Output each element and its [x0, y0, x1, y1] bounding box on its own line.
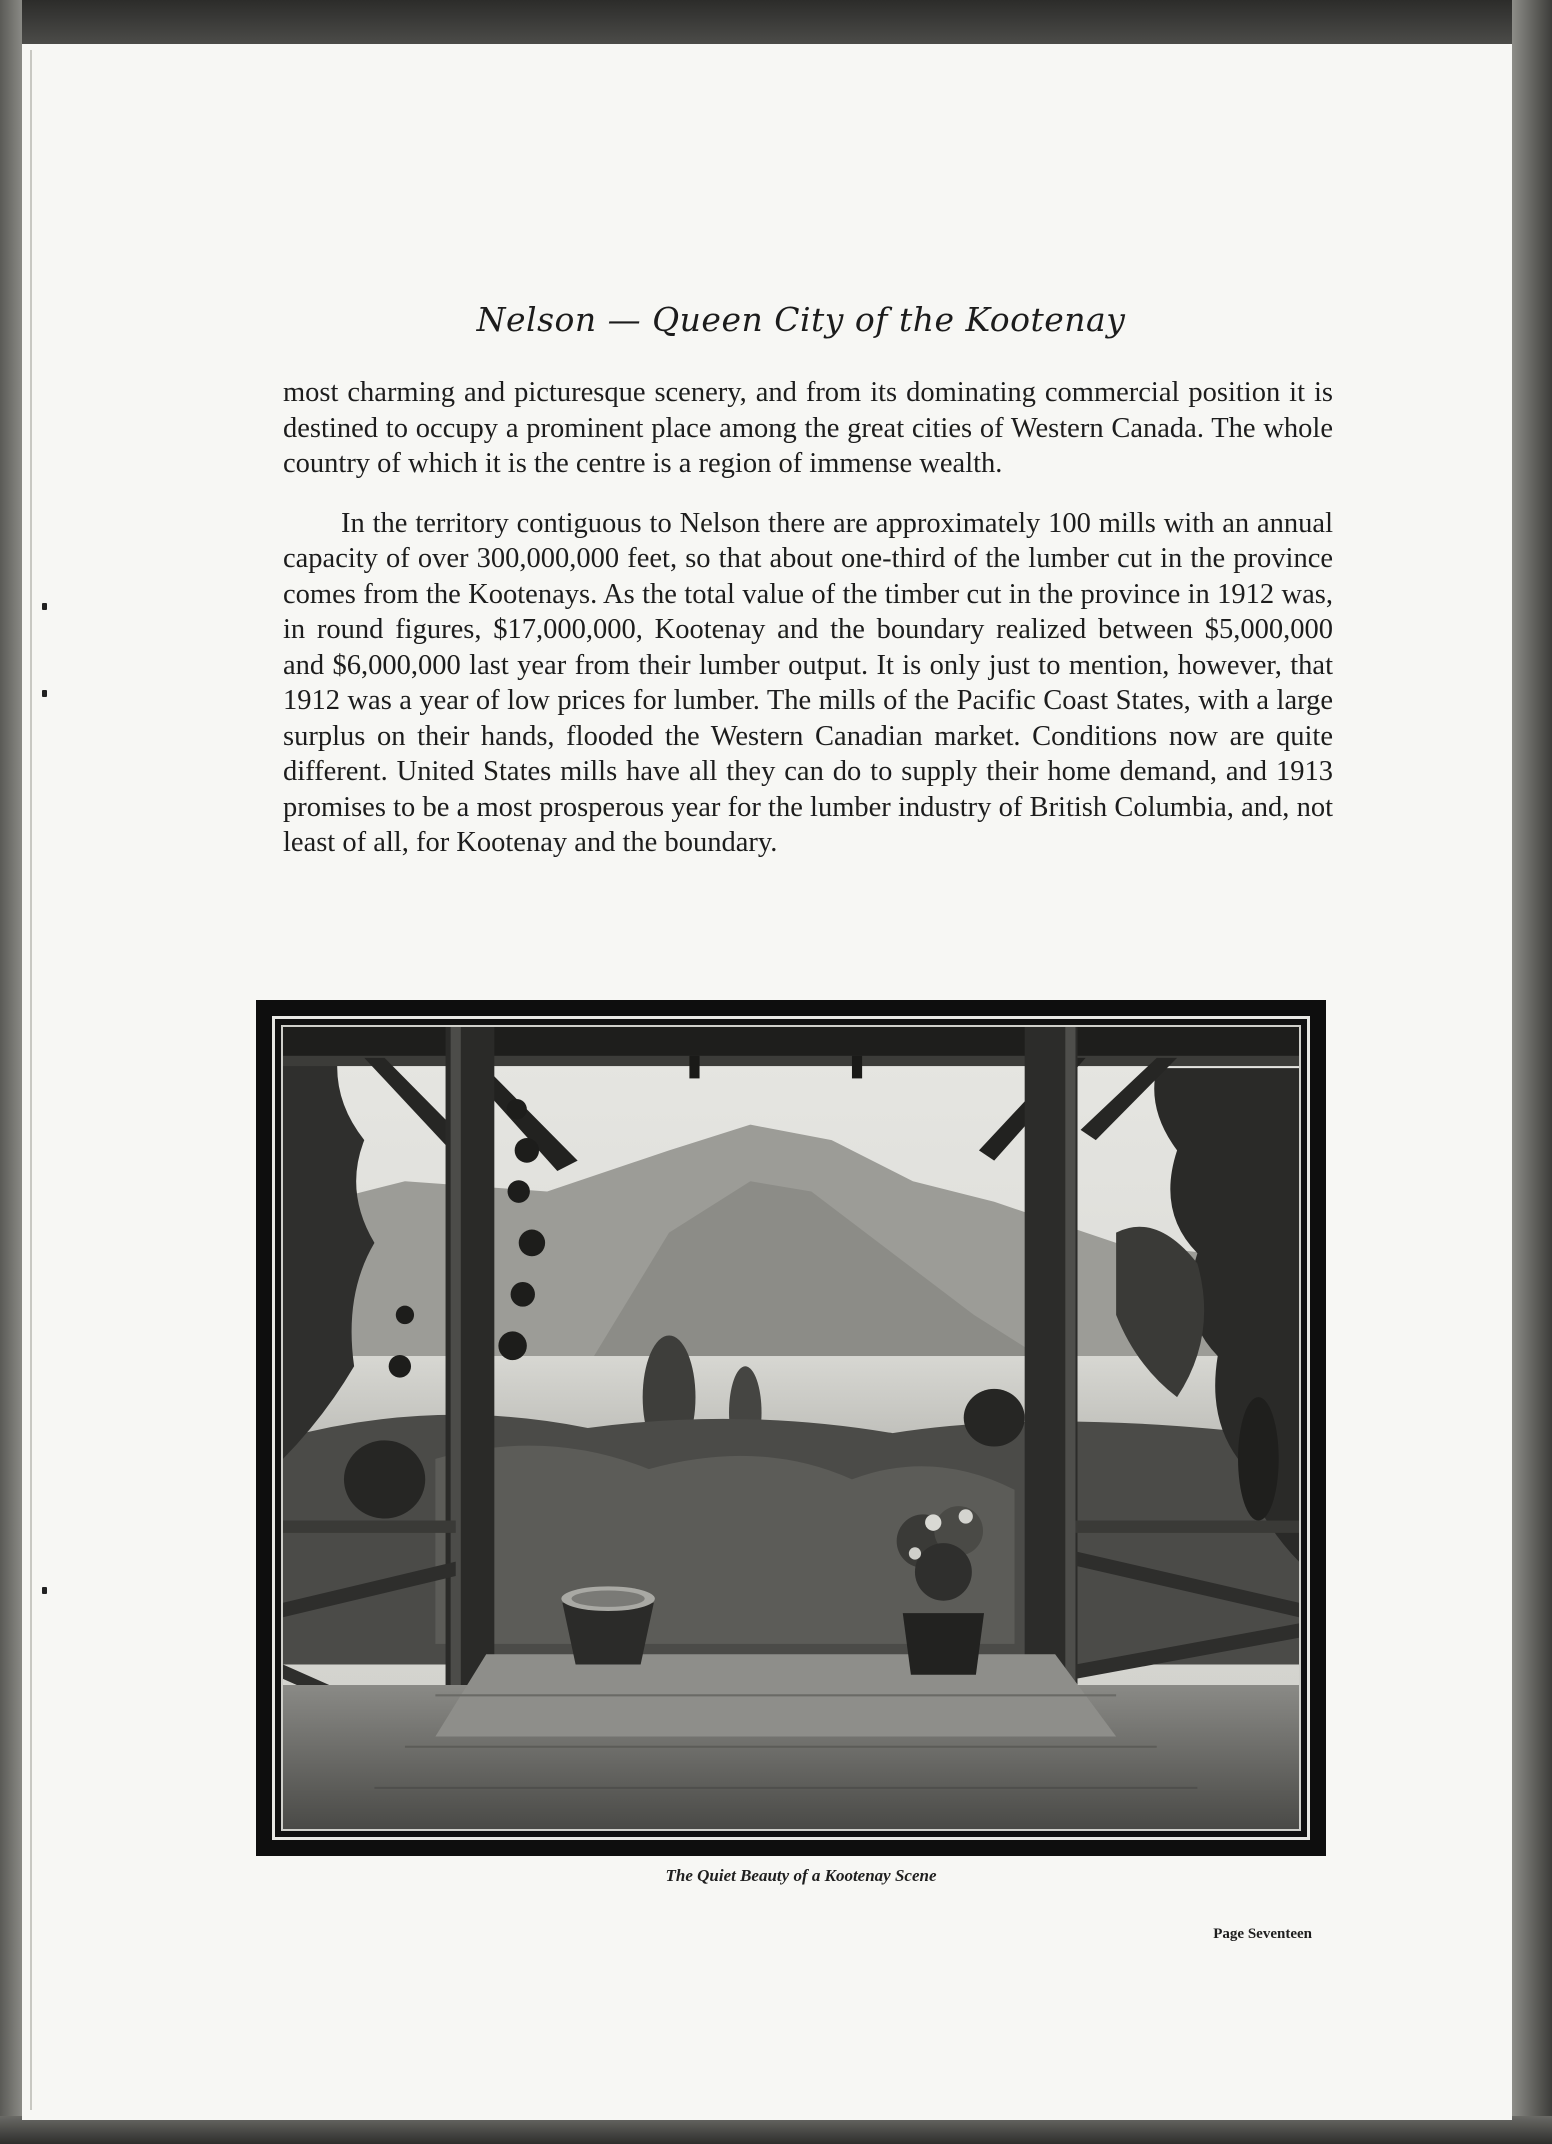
binding-hole-mark [42, 1587, 47, 1594]
photograph [281, 1025, 1301, 1831]
scan-bottom-edge [0, 2116, 1552, 2144]
kootenay-scene-photo [283, 1027, 1299, 1829]
photo-caption: The Quiet Beauty of a Kootenay Scene [665, 1866, 937, 1885]
paragraph: most charming and picturesque scenery, and from its dominating commercial position it is destined to occupy a prominent place among the great cities of Western Canada. The whole country of which it is the centre is a region of immense wealth. [283, 377, 1333, 479]
binding-hole-mark [42, 603, 47, 610]
photograph-frame [256, 1000, 1326, 1856]
page-fold-line [30, 50, 32, 2110]
photograph-border [272, 1016, 1310, 1840]
page-number: Page Seventeen [1213, 1926, 1312, 1942]
page-header-title: Nelson — Queen City of the Kootenay [476, 300, 1126, 339]
paragraph: In the territory contiguous to Nelson there are approximately 100 mills with an annual capacity of over 300,000,000 feet, so that about one-third of the lumber cut in the province comes from the Kootenays. As the total value of the timber cut in the province in 1912 was, in round figures, $17,000,000, Kootenay and the boundary realized between $5,000,000 and $6,000,000 last year from their lumber output. It is only just to mention, however, that 1912 was a year of low prices for lumber. The mills of the Pacific Coast States, with a large surplus on their hands, flooded the Western Canadian market. Conditions now are quite different. United States mills have all they can do to supply their home demand, and 1913 promises to be a most prosperous year for the lumber industry of British Columbia, and, not least of all, for Kootenay and the boundary. [283, 507, 1333, 858]
article-body [283, 375, 1333, 885]
binding-hole-mark [42, 690, 47, 697]
